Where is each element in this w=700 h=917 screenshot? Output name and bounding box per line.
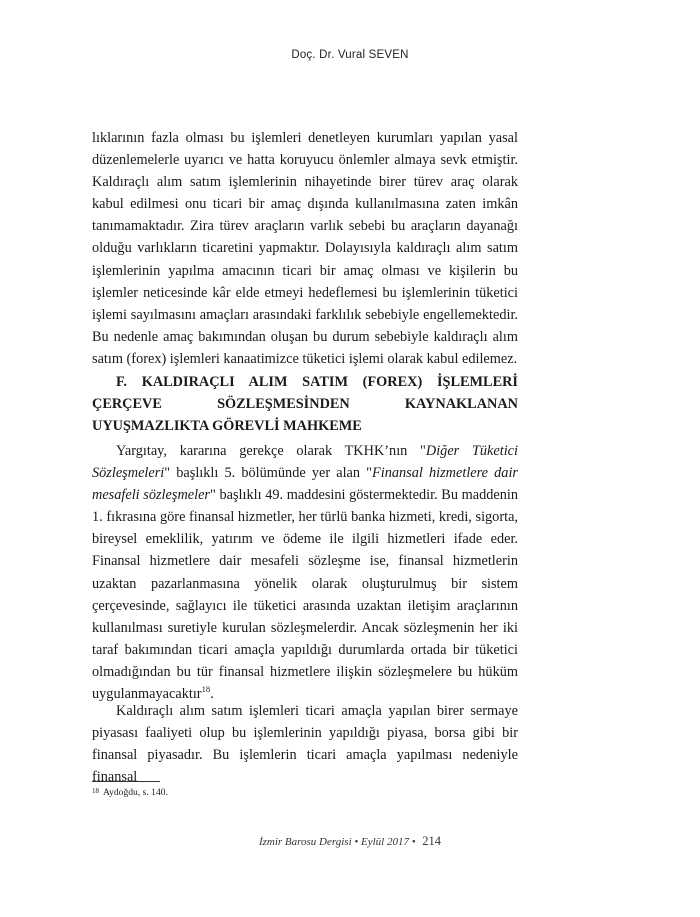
- footnote-text: Aydoğdu, s. 140.: [103, 787, 168, 798]
- p2-part2: " başlıklı 5. bölümünde yer alan ": [164, 465, 373, 482]
- header-author: Doç. Dr. Vural SEVEN: [291, 49, 409, 61]
- footnote-divider: [92, 781, 160, 782]
- footnote: [92, 787, 168, 799]
- section-heading: F. KALDIRAÇLI ALIM SATIM (FOREX) İŞLEMLERİ ÇERÇEVE SÖZLEŞMESİNDEN KAYNAKLANAN UYUŞMAZLIKTA GÖREVLİ MAHKEME: [92, 374, 518, 435]
- paragraph-1: [92, 127, 518, 370]
- footer-journal: İzmir Barosu Dergisi • Eylül 2017 •: [258, 836, 416, 848]
- running-footer: [0, 834, 700, 849]
- footnote-number: 18: [92, 787, 99, 795]
- p2-italic-title-1: Diğer Tüketici Sözleşmeleri: [92, 443, 519, 482]
- p2-italic-title-2: Finansal hizmetlere dair mesafeli sözleşmeler: [92, 465, 518, 504]
- page-number: 214: [422, 834, 442, 848]
- p2-part1: Yargıtay, kararına gerekçe olarak TKHK’nın ": [116, 443, 426, 459]
- p2-part4: .: [210, 686, 214, 703]
- paragraph-1-text: lıklarının fazla olması bu işlemleri denetleyen kurumları yapılan yasal düzenlemelerle uyarıcı ve hatta koruyucu önlemler almaya sevk etmiştir. Kaldıraçlı alım satım işlemlerinin nihayetinde birer türev araç olarak kabul edilmesi onu ticari bir amaç dışında kullanılmasına zaten imkân tanımamaktadır. Zira türev araçların varlık sebebi bu araçların dayanağı olduğu varlıkların ticaretini yapmaktır. Dolayısıyla kaldıraçlı alım satım işlemlerinin yapılma amacının ticari bir amaç olması ve kişilerin bu işlemler neticesinde kâr elde etmeyi hedeflemesi bu işlemlerinin tüketici işlemi sayılmasını amaçları arasındaki farklılık sebebiyle engellemektedir. Bu nedenle amaç bakımından oluşan bu durum sebebiyle kaldıraçlı alım satım (forex) işlemleri kanaatimizce tüketici işlemi olarak kabul edilemez.: [92, 130, 518, 367]
- running-header: [0, 49, 700, 61]
- paragraph-2-text: [92, 440, 518, 705]
- paragraph-3-text: Kaldıraçlı alım satım işlemleri ticari amaçla yapılan birer sermaye piyasası faaliyeti olup bu işlemlerinin yapıldığı piyasa, borsa gibi bir finansal piyasadır. Bu işlemlerin ticari amaçla yapılması nedeniyle finansal: [92, 703, 518, 786]
- footnote-reference[interactable]: 18: [201, 684, 211, 695]
- paragraph-2: [92, 440, 518, 705]
- p2-part3: " başlıklı 49. maddesini göstermektedir. Bu maddenin 1. fıkrasına göre finansal hizmetler, her türlü banka hizmeti, kredi, sigorta, bireysel emeklilik, yatırım ve ödeme ile ilgili hizmetleri ifade eder. Finansal hizmetlere dair mesafeli sözleşme ise, finansal hizmetlerin uzaktan pazarlanmasına yönelik olarak oluşturulmuş bir sistem çerçevesinde, sağlayıcı ile tüketici arasında uzaktan iletişim araçlarının kullanılması suretiyle kurulan sözleşmelerdir. Ancak sözleşmenin her iki taraf bakımından ticari amaçla yapıldığı durumlarda ortada bir tüketici olmadığından bu tür finansal hizmetlere ilişkin sözleşmelere bu hüküm uygulanmayacaktır: [92, 487, 518, 703]
- paragraph-3: [92, 700, 518, 788]
